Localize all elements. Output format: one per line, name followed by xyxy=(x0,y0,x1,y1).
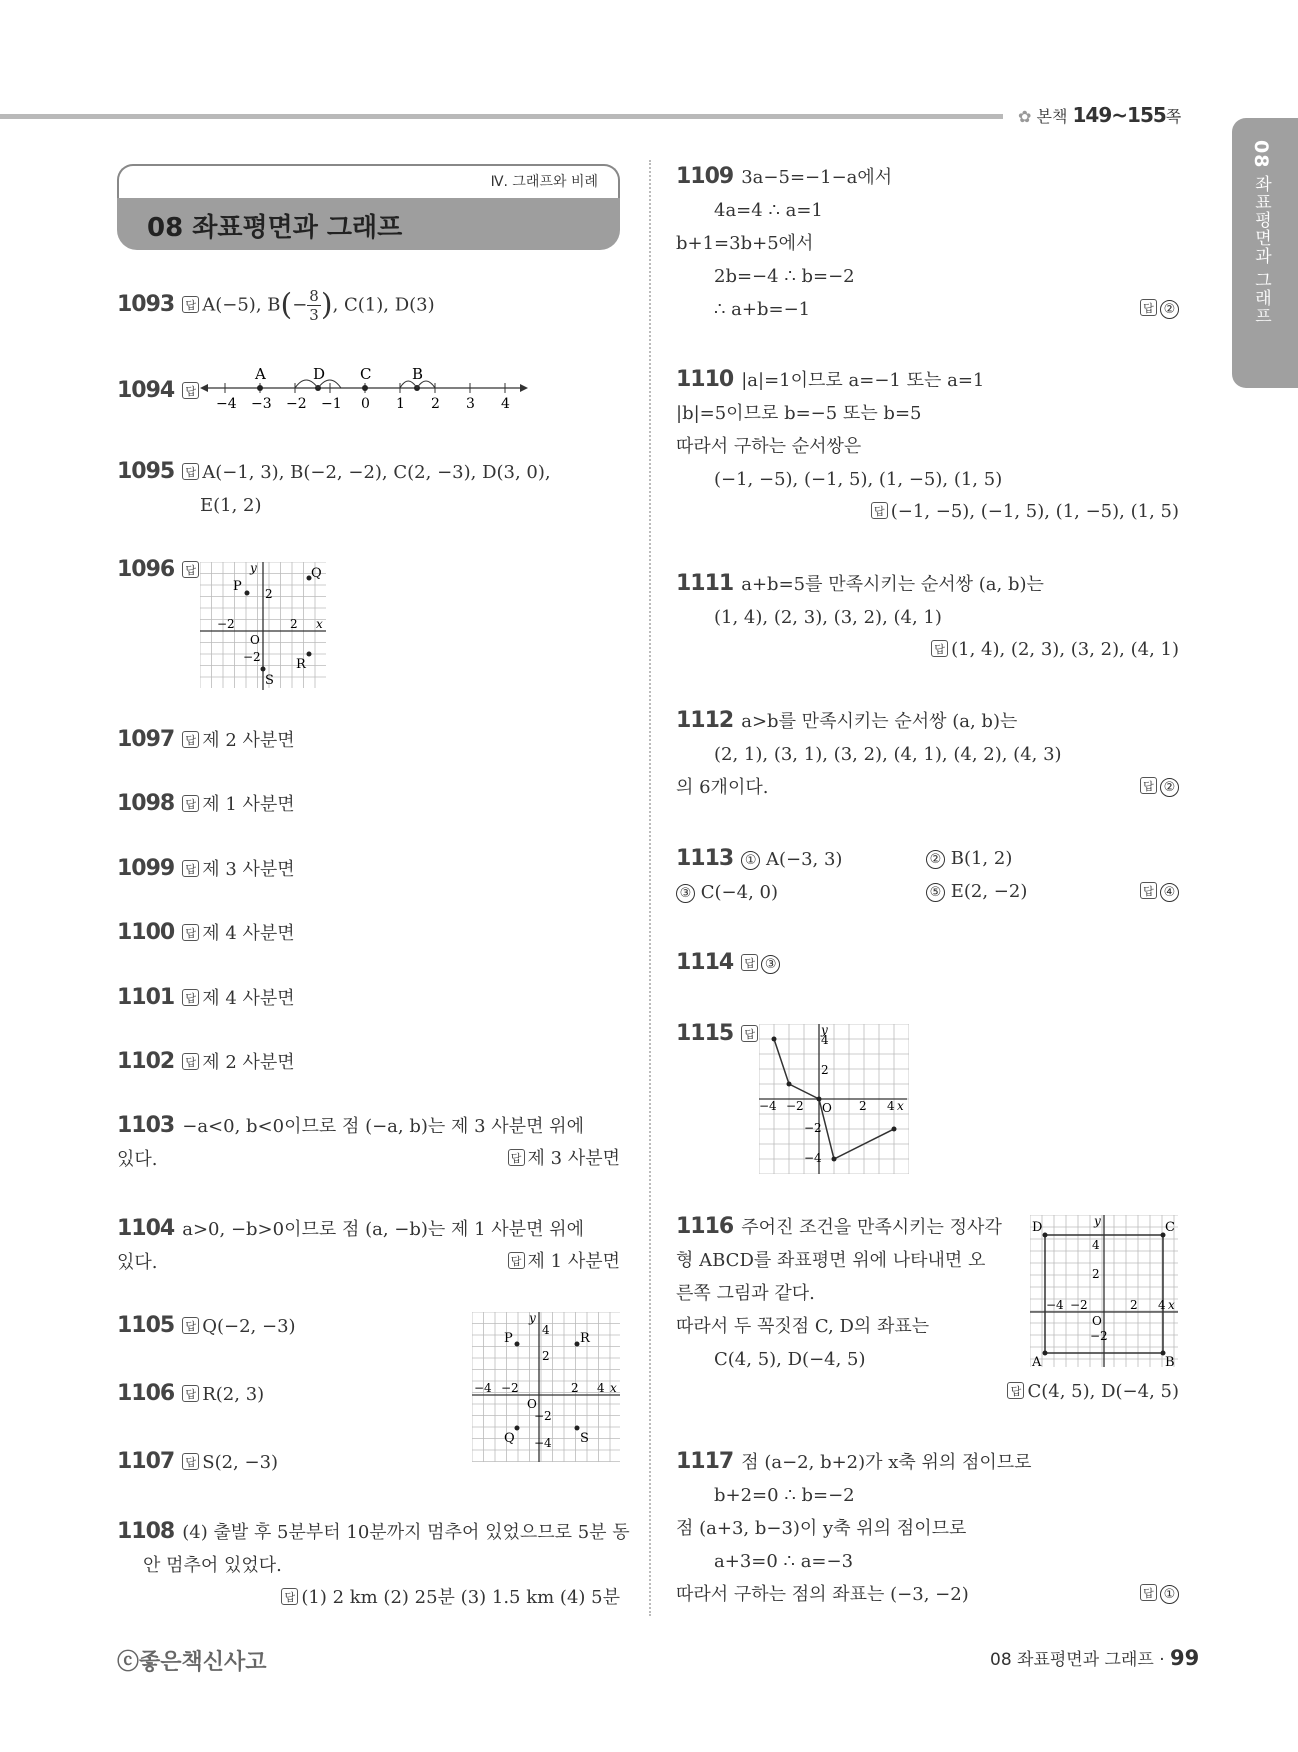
svg-text:4: 4 xyxy=(1092,1238,1100,1252)
ref-suffix: 쪽 xyxy=(1165,107,1182,126)
problem-1117: 1117 점 (a−2, b+2)가 x축 위의 점이므로 b+2=0 ∴ b=−2 점 (a+3, b−3)이 y축 위의 점이므로 a+3=0 ∴ a=−3 따라서 구하는 점의 좌표는 (−3, −2) 답 ① xyxy=(676,1445,1179,1611)
top-rule xyxy=(0,114,1003,119)
fraction: $\frac{8}{3}$ xyxy=(309,287,319,324)
svg-text:4: 4 xyxy=(821,1033,829,1047)
problem-1105: 1105 답 Q(−2, −3) xyxy=(117,1313,296,1338)
tick-label: 2 xyxy=(431,396,440,412)
svg-text:A: A xyxy=(1032,1355,1042,1367)
svg-text:−2: −2 xyxy=(243,650,261,664)
answer-icon: 답 xyxy=(182,989,199,1006)
svg-text:O: O xyxy=(822,1101,832,1115)
svg-text:Q: Q xyxy=(504,1431,515,1446)
svg-text:B: B xyxy=(1165,1355,1175,1367)
label-D: D xyxy=(313,365,326,383)
column-divider xyxy=(649,160,651,1616)
answer-icon: 답 xyxy=(1140,882,1157,899)
tick-label: −4 xyxy=(216,396,237,412)
svg-text:y: y xyxy=(1094,1215,1101,1228)
problem-1107: 1107 답 S(2, −3) xyxy=(117,1449,279,1474)
problem-number: 1096 xyxy=(117,557,175,582)
svg-text:−4: −4 xyxy=(534,1436,552,1450)
svg-text:Q: Q xyxy=(311,566,322,581)
answer-icon: 답 xyxy=(182,731,199,748)
problem-1100: 1100 답 제 4 사분면 xyxy=(117,920,295,945)
answer-icon: 답 xyxy=(741,1025,758,1042)
svg-text:−4: −4 xyxy=(1046,1298,1064,1312)
svg-text:2: 2 xyxy=(821,1063,829,1077)
label-B: B xyxy=(412,365,424,383)
svg-text:y: y xyxy=(529,1312,536,1325)
svg-text:D: D xyxy=(1032,1220,1043,1235)
svg-text:P: P xyxy=(233,579,242,594)
page-footer: 08 좌표평면과 그래프 · 99 xyxy=(990,1646,1200,1670)
problem-1112: 1112 a>b를 만족시키는 순서쌍 (a, b)는 (2, 1), (3, 1), (3, 2), (4, 1), (4, 2), (4, 3) 의 6개이다. 답 ② xyxy=(676,704,1179,804)
answer-icon: 답 xyxy=(182,1385,199,1402)
tick-label: 0 xyxy=(361,396,370,412)
svg-text:x: x xyxy=(316,617,323,631)
svg-text:2: 2 xyxy=(859,1099,867,1113)
answer-icon: 답 xyxy=(281,1588,298,1605)
svg-text:−2: −2 xyxy=(534,1409,552,1423)
svg-text:−2: −2 xyxy=(217,617,235,631)
problem-1094 xyxy=(117,374,202,408)
page-number: 99 xyxy=(1170,1646,1200,1670)
tick-label: 4 xyxy=(501,396,510,412)
problem-1102: 1102 답 제 2 사분면 xyxy=(117,1049,295,1074)
svg-text:4: 4 xyxy=(887,1099,895,1113)
side-tab xyxy=(1232,118,1298,388)
answer-icon: 답 xyxy=(1140,299,1157,316)
footer-label: 08 좌표평면과 그래프 xyxy=(990,1650,1154,1670)
tick-label: −1 xyxy=(321,396,342,412)
svg-text:S: S xyxy=(580,1431,589,1446)
svg-text:y: y xyxy=(250,562,257,575)
svg-text:2: 2 xyxy=(1130,1298,1138,1312)
graph-1105-1107 xyxy=(472,1312,622,1462)
tick-label: 3 xyxy=(466,396,475,412)
svg-text:−2: −2 xyxy=(1070,1298,1088,1312)
answer-icon: 답 xyxy=(1007,1382,1024,1399)
problem-1097: 1097 답 제 2 사분면 xyxy=(117,727,295,752)
chapter-label: Ⅳ. 그래프와 비례 xyxy=(490,174,598,190)
answer-icon: 답 xyxy=(182,382,199,399)
svg-text:2: 2 xyxy=(542,1349,550,1363)
problem-1096 xyxy=(117,553,202,587)
graph-1096 xyxy=(200,562,328,690)
problem-1108: 1108 (4) 출발 후 5분부터 10분까지 멈추어 있었으므로 5분 동 안 멈추어 있었다. 답 (1) 2 km (2) 25분 (3) 1.5 km (4) 5분 xyxy=(117,1519,630,1608)
svg-text:R: R xyxy=(296,657,306,672)
answer-icon: 답 xyxy=(182,561,199,578)
svg-text:O: O xyxy=(1092,1314,1102,1328)
graph-1115 xyxy=(759,1024,909,1174)
tick-label: −2 xyxy=(286,396,307,412)
problem-number: 1095 xyxy=(117,459,175,484)
number-line xyxy=(200,362,530,412)
problem-number: 1093 xyxy=(117,291,175,317)
svg-text:−4: −4 xyxy=(474,1381,492,1395)
svg-text:O: O xyxy=(250,633,260,647)
publisher-logo: ⓒ좋은책신사고 xyxy=(117,1650,267,1675)
problem-1109: 1109 3a−5=−1−a에서 4a=4 ∴ a=1 b+1=3b+5에서 2b=−4 ∴ b=−2 ∴ a+b=−1 답 ② xyxy=(676,160,1179,326)
svg-text:x: x xyxy=(897,1099,904,1113)
svg-text:−4: −4 xyxy=(804,1151,822,1165)
ref-range: 149~155 xyxy=(1072,103,1166,127)
svg-text:2: 2 xyxy=(290,617,298,631)
answer-icon: 답 xyxy=(182,296,199,313)
problem-1111: 1111 a+b=5를 만족시키는 순서쌍 (a, b)는 (1, 4), (2, 3), (3, 2), (4, 1) 답 (1, 4), (2, 3), (3, 2), (4, 1) xyxy=(676,571,1179,660)
problem-number: 1094 xyxy=(117,378,175,403)
svg-text:C: C xyxy=(1165,1220,1175,1235)
ref-prefix: 본책 xyxy=(1036,107,1068,126)
answer-icon: 답 xyxy=(182,1453,199,1470)
svg-text:−2: −2 xyxy=(804,1121,822,1135)
problem-1106: 1106 답 R(2, 3) xyxy=(117,1381,265,1406)
problem-1115: 1115 답 xyxy=(676,1017,761,1051)
svg-text:x: x xyxy=(610,1381,617,1395)
problem-1101: 1101 답 제 4 사분면 xyxy=(117,985,295,1010)
svg-text:4: 4 xyxy=(597,1381,605,1395)
side-tab-number: 08 xyxy=(1250,140,1272,169)
svg-text:−2: −2 xyxy=(786,1099,804,1113)
svg-text:S: S xyxy=(265,673,274,688)
svg-text:x: x xyxy=(1168,1298,1175,1312)
page-reference xyxy=(1018,103,1181,127)
problem-1116: 1116 주어진 조건을 만족시키는 정사각 형 ABCD를 좌표평면 위에 나타내면 오 른쪽 그림과 같다. 따라서 두 꼭짓점 C, D의 좌표는 C(4, 5), D(−4, 5) 답 C(4, 5), D(−4, 5) xyxy=(676,1214,1179,1402)
svg-text:2: 2 xyxy=(571,1381,579,1395)
svg-text:y: y xyxy=(821,1024,828,1037)
problem-1113: 1113 ① A(−3, 3) ② B(1, 2) ③ C(−4, 0) ⑤ E(2, −2) 답 ④ xyxy=(676,842,1179,909)
problem-1114: 1114 답 ③ xyxy=(676,946,780,980)
answer-icon: 답 xyxy=(182,1317,199,1334)
problem-1110: 1110 |a|=1이므로 a=−1 또는 a=1 |b|=5이므로 b=−5 또는 b=5 따라서 구하는 순서쌍은 (−1, −5), (−1, 5), (1, −5), (1, 5) 답 (−1, −5), (−1, 5), (1, −5), (1, 5) xyxy=(676,367,1179,522)
svg-text:−2: −2 xyxy=(501,1381,519,1395)
svg-text:R: R xyxy=(580,1331,590,1346)
problem-1104: 1104 a>0, −b>0이므로 점 (a, −b)는 제 1 사분면 위에 있다. 답 제 1 사분면 xyxy=(117,1216,620,1273)
flower-icon: ✿ xyxy=(1018,107,1032,126)
answer-icon: 답 xyxy=(182,795,199,812)
label-C: C xyxy=(360,365,372,383)
answer-icon: 답 xyxy=(931,640,948,657)
svg-text:4: 4 xyxy=(542,1323,550,1337)
problem-1099: 1099 답 제 3 사분면 xyxy=(117,856,295,881)
answer-icon: 답 xyxy=(182,860,199,877)
svg-text:−4: −4 xyxy=(759,1099,777,1113)
answer-icon: 답 xyxy=(182,1053,199,1070)
answer-icon: 답 xyxy=(182,463,199,480)
answer-icon: 답 xyxy=(871,502,888,519)
label-A: A xyxy=(255,365,266,383)
svg-text:2: 2 xyxy=(1092,1267,1100,1281)
graph-1116 xyxy=(1030,1215,1180,1367)
svg-text:4: 4 xyxy=(1158,1298,1166,1312)
svg-text:−2: −2 xyxy=(1090,1329,1108,1343)
answer-icon: 답 xyxy=(741,954,758,971)
svg-text:2: 2 xyxy=(265,587,273,601)
problem-1098: 1098 답 제 1 사분면 xyxy=(117,791,295,816)
problem-1095: 1095 답 A(−1, 3), B(−2, −2), C(2, −3), D(3, 0), E(1, 2) xyxy=(117,459,551,516)
answer-icon: 답 xyxy=(508,1252,525,1269)
answer-icon: 답 xyxy=(1140,777,1157,794)
section-header xyxy=(117,164,620,250)
svg-text:P: P xyxy=(504,1331,513,1346)
answer-icon: 답 xyxy=(508,1149,525,1166)
answer-icon: 답 xyxy=(182,924,199,941)
side-tab-title: 좌표평면과 그래프 xyxy=(1251,174,1271,326)
section-title: 08 좌표평면과 그래프 xyxy=(147,213,403,243)
svg-text:O: O xyxy=(527,1397,537,1411)
answer-icon: 답 xyxy=(1140,1584,1157,1601)
tick-label: −3 xyxy=(251,396,272,412)
problem-1103: 1103 −a<0, b<0이므로 점 (−a, b)는 제 3 사분면 위에 있다. 답 제 3 사분면 xyxy=(117,1113,620,1170)
problem-1093: 1093 답 A(−5), B(− $\frac{8}{3}$ ), C(1), D(3) xyxy=(117,287,435,324)
tick-label: 1 xyxy=(396,396,405,412)
